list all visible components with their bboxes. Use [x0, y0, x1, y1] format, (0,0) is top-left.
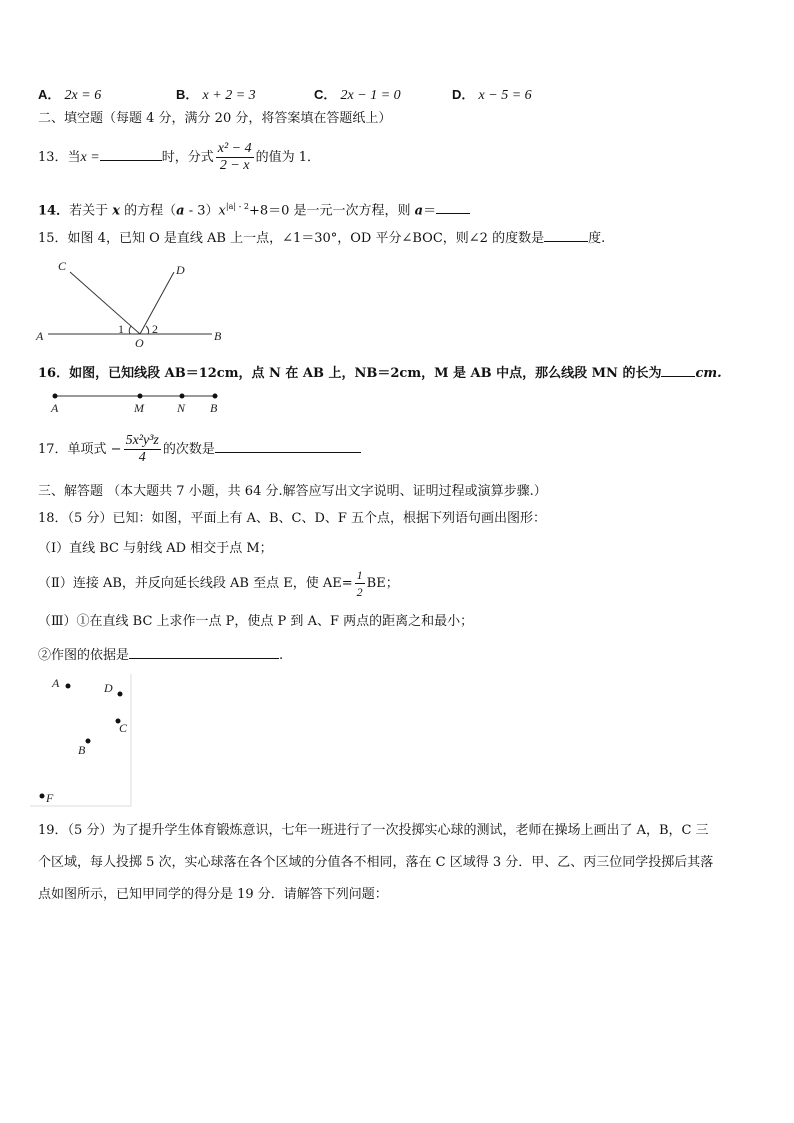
q18-iv-post: .: [279, 648, 284, 663]
label-o: O: [135, 336, 144, 350]
label-2: 2: [152, 322, 158, 336]
q18-ii-pre: （Ⅱ）连接 AB，并反向延长线段 AB 至点 E，使 AE=: [38, 576, 353, 591]
q18-intro: 18．（5 分）已知：如图，平面上有 A、B、C、D、F 五个点，根据下列语句画出图形：: [38, 511, 547, 526]
label-b: B: [210, 401, 218, 415]
q19-line-3: 点如图所示，已知甲同学的得分是 19 分．请解答下列问题：: [38, 887, 388, 902]
q17-answer-blank[interactable]: [215, 440, 361, 453]
question-17: [38, 432, 361, 468]
q14-answer-blank[interactable]: [436, 201, 470, 214]
label-m: M: [134, 401, 144, 415]
point-m: [138, 394, 143, 399]
figure-15-angle: [30, 256, 240, 351]
label-a: A: [52, 676, 60, 690]
q13-answer-blank[interactable]: [100, 148, 162, 161]
q18-part-i: （Ⅰ）直线 BC 与射线 AD 相交于点 M；: [38, 541, 273, 556]
option-b: [176, 84, 256, 104]
q16-answer-blank[interactable]: [661, 364, 695, 377]
q14-x2: x: [218, 203, 226, 219]
figure-16-segment: [45, 388, 235, 418]
option-label: A．: [38, 87, 61, 102]
q14-a: a: [176, 203, 185, 219]
option-label: B．: [176, 87, 199, 102]
q14-t2: 的方程（: [124, 203, 177, 219]
q13-pre: 13．当: [38, 150, 81, 165]
label-c: C: [58, 259, 67, 273]
section-2-title: 二、填空题（每题 4 分，满分 20 分，将答案填在答题纸上）: [38, 111, 392, 126]
point-b: [86, 739, 91, 744]
q14-exponent: |a| - 2: [225, 202, 249, 211]
q18-iv-text: ②作图的依据是: [38, 648, 130, 663]
q18-ii-denominator: 2: [356, 585, 363, 599]
label-b: B: [214, 329, 222, 343]
question-16: [38, 364, 722, 383]
point-b: [213, 394, 218, 399]
option-a: [38, 84, 101, 104]
q14-t3: - 3）: [184, 203, 219, 219]
point-n: [180, 394, 185, 399]
q17-fraction: [124, 433, 161, 466]
question-14: [38, 198, 470, 220]
section-3-title: 三、解答题 （本大题共 7 小题，共 64 分.解答应写出文字说明、证明过程或演算步骤.）: [38, 484, 547, 499]
option-c: [314, 84, 401, 104]
q19-line-1: 19．（5 分）为了提升学生体育锻炼意识，七年一班进行了一次投掷实心球的测试，老师在操场上画出了 A，B，C 三: [38, 823, 709, 838]
label-f: F: [46, 791, 54, 805]
q15-post: 度.: [588, 231, 606, 246]
ray-oc: [70, 272, 140, 334]
q19-line-2: 个区域，每人投掷 5 次，实心球落在各个区域的分值各不相同，落在 C 区域得 3 分．甲、乙、丙三位同学投掷后其落: [38, 855, 714, 870]
q18-ii-numerator: 1: [356, 568, 363, 582]
q14-a2: a: [414, 203, 424, 219]
option-expr: x + 2 = 3: [202, 88, 256, 103]
option-label: D．: [452, 87, 475, 102]
label-n: N: [177, 401, 186, 415]
option-expr: 2x − 1 = 0: [340, 88, 401, 103]
q15-answer-blank[interactable]: [544, 229, 588, 242]
option-expr: 2x = 6: [64, 88, 102, 103]
q17-pre: 17．单项式 −: [38, 442, 122, 457]
q18-part-iii: （Ⅲ）①在直线 BC 上求作一点 P，使点 P 到 A、F 两点的距离之和最小；: [38, 614, 474, 629]
question-13: [38, 140, 320, 176]
figure-18-points: [30, 672, 140, 812]
label-a: A: [36, 329, 44, 343]
point-a: [66, 684, 71, 689]
option-d: [452, 84, 532, 104]
q17-numerator: 5x²y³z: [125, 433, 159, 448]
q18-ii-post: BE；: [366, 576, 399, 591]
q13-mid: 时，分式: [161, 150, 214, 165]
label-b: B: [78, 743, 86, 757]
point-f: [40, 794, 45, 799]
label-a: A: [51, 401, 59, 415]
q15-text: 15．如图 4，已知 O 是直线 AB 上一点，∠1＝30°，OD 平分∠BOC，则∠2 的度数是: [38, 231, 545, 246]
q13-var: x =: [80, 150, 100, 165]
q18-ii-fraction: [355, 567, 365, 600]
q13-fraction: [216, 141, 254, 174]
point-d: [118, 692, 123, 697]
q14-number: 14．: [38, 203, 70, 219]
point-a: [53, 394, 58, 399]
q14-x: x: [112, 203, 121, 219]
q13-denominator: 2 − x: [219, 158, 250, 173]
angle-1-arc: [129, 326, 131, 334]
q18-part-iv: [38, 646, 283, 665]
q17-post: 的次数是: [162, 442, 215, 457]
q18-part-ii: [38, 566, 399, 602]
label-d: D: [176, 263, 185, 277]
q14-t5: ＝: [423, 203, 437, 219]
q13-post: 的值为 1．: [255, 150, 320, 165]
question-15: [38, 229, 605, 248]
q18-answer-blank[interactable]: [129, 646, 279, 659]
q14-t4: +8＝0 是一元一次方程，则: [248, 203, 411, 219]
label-1: 1: [118, 322, 124, 336]
q17-denominator: 4: [138, 450, 146, 465]
q16-text: 16．如图，已知线段 AB＝12cm，点 N 在 AB 上，NB＝2cm，M 是 AB 中点，那么线段 MN 的长为: [38, 366, 662, 381]
option-label: C．: [314, 87, 337, 102]
option-expr: x − 5 = 6: [478, 88, 532, 103]
angle-2-arc: [146, 326, 149, 334]
q16-post: cm.: [695, 366, 722, 381]
label-d: D: [104, 681, 113, 695]
q13-numerator: x² − 4: [217, 141, 252, 156]
q14-t1: 若关于: [69, 203, 109, 219]
label-c: C: [119, 721, 128, 735]
